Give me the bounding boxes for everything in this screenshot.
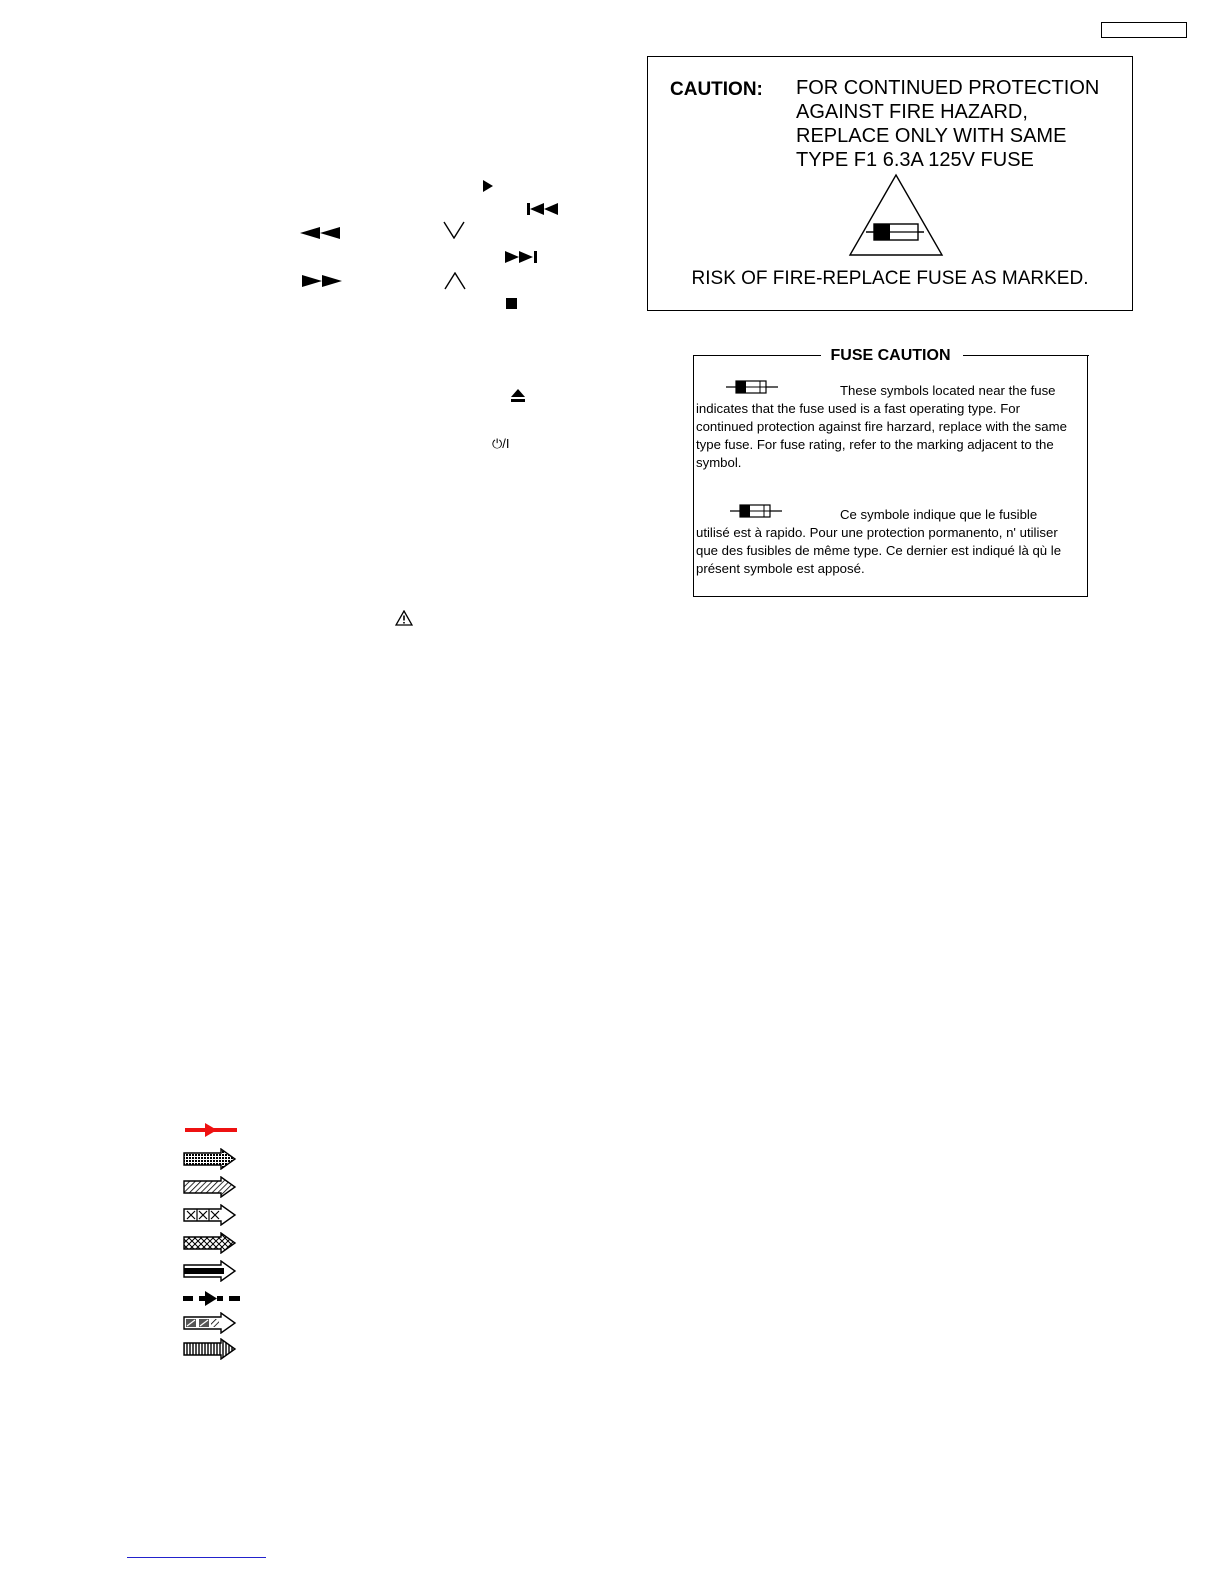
fuse-caution-title: FUSE CAUTION	[825, 347, 957, 364]
caution-title: CAUTION:	[670, 79, 763, 100]
power-standby-icon: ⏻/I	[492, 436, 510, 451]
dotted-fill-arrow-icon	[183, 1148, 245, 1168]
solid-black-arrow-icon	[183, 1260, 245, 1280]
skip-forward-icon	[505, 251, 543, 263]
boxed-cross-arrow-icon	[183, 1204, 245, 1224]
dashed-line-arrow-icon	[183, 1288, 245, 1308]
fuse-caution-heading	[694, 347, 1087, 365]
play-icon	[482, 180, 494, 192]
caution-risk-text: RISK OF FIRE-REPLACE FUSE AS MARKED.	[691, 268, 1089, 289]
fast-forward-icon	[302, 275, 344, 287]
rewind-icon	[300, 227, 342, 239]
caution-text: FOR CONTINUED PROTECTION AGAINST FIRE HAZARD, REPLACE ONLY WITH SAME TYPE F1 6.3A 125V FUSE	[796, 77, 1100, 171]
channel-up-icon	[444, 272, 466, 290]
eject-icon	[511, 389, 525, 403]
caution-label-box	[647, 56, 1133, 311]
checked-box-arrow-icon	[183, 1312, 245, 1332]
stop-icon	[506, 298, 517, 309]
fuse-warning-triangle-icon	[848, 173, 944, 262]
page-number-box	[1101, 22, 1187, 38]
warning-triangle-icon	[395, 610, 413, 626]
footer-link-underline[interactable]	[127, 1557, 266, 1558]
crosshatch-arrow-icon	[183, 1232, 245, 1252]
vertical-stripe-arrow-icon	[183, 1338, 245, 1358]
red-line-arrow-icon	[183, 1120, 245, 1140]
fuse-caution-box	[693, 347, 1088, 597]
skip-back-icon	[527, 203, 565, 215]
hatched-arrow-icon	[183, 1176, 245, 1196]
channel-down-icon	[443, 221, 465, 239]
fuse-caution-english: These symbols located near the fuse indicates that the fuse used is a fast operating type. For continued protection against fire harzard, replace with the same type fuse. For fuse rating, refer to the marking adjacent to the symbol.	[696, 383, 1067, 470]
fuse-caution-french: Ce symbole indique que le fusible utilisé est à rapido. Pour une protection pormanento, n' utiliser que des fusibles de même type. Ce dernier est indiqué là qù le présent symbole est apposé.	[696, 507, 1062, 576]
